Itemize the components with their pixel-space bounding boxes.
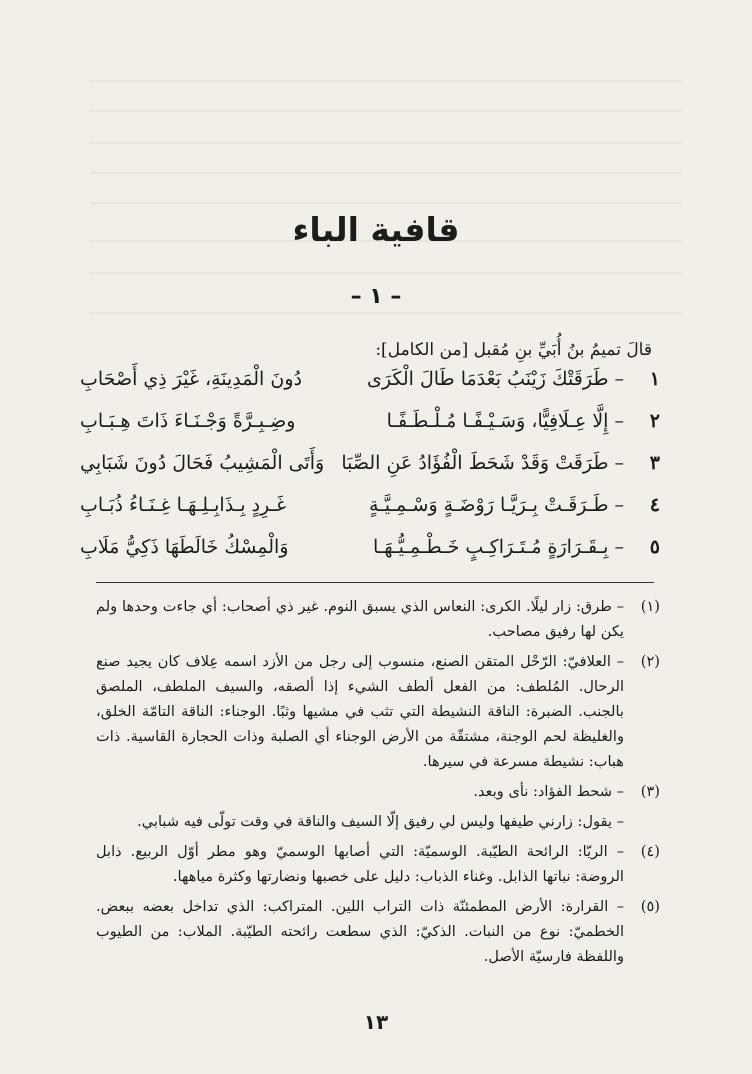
verse-second-hemistich: وَأَتَى الْمَشِيبُ فَحَالَ دُونَ شَبَابِي [80, 452, 325, 474]
footnote-number [624, 809, 660, 834]
verse-number: ٣ [649, 452, 660, 474]
verse-line [80, 368, 660, 410]
page-number: ١٣ [363, 1010, 389, 1034]
show-through-line [90, 172, 682, 174]
section-title: قافية الباء [292, 210, 460, 249]
footnote [96, 649, 660, 774]
footnote-number: (٥) [640, 898, 660, 915]
show-through-line [90, 110, 682, 112]
poem-intro: قالَ تميمُ بنُ أُبَيِّ بنِ مُقبل [من الكامل]: [375, 340, 652, 360]
footnote-number: (٤) [640, 843, 660, 860]
verse-number: ٥ [649, 536, 660, 558]
verse-first-hemistich: – بِـقَـرَارَةٍ مُـتَـرَاكِـبٍ خَـطْـمِـيُّـهَـا [372, 536, 624, 558]
poem-number: – ١ – [350, 284, 402, 309]
footnote-text: – الريّا: الرائحة الطيّبة. الوسميّة: التي أصابها الوسميّ وهو مطر أوّل الربيع. ذابل الروضة: نباتها الذابل. وغناء الذباب: دليل على خصبها ونضارتها وكثرة مياهها. [96, 843, 624, 885]
footnote-number: (٢) [640, 653, 660, 670]
verse-second-hemistich: وضِـبِـرَّةً وَجْـنَـاءَ ذَاتَ هِـبَـابِ [80, 410, 296, 432]
footnote [96, 894, 660, 969]
verse-number: ٢ [649, 410, 660, 432]
verse-second-hemistich: وَالْمِسْكُ خَالَطَهَا ذَكِيُّ مَلَابِ [80, 536, 289, 558]
footnote-text: – يقول: زارني طيفها وليس لي رفيق إلّا السيف والناقة في وقت تولّى فيه شبابي. [137, 813, 624, 830]
footnotes [96, 594, 660, 974]
verse-first-hemistich: – إِلَّا عِـلَافِيًّا، وَسَـيْـفًـا مُـلْـطَـفًـا [386, 410, 624, 432]
poem-verses [80, 368, 660, 578]
footnote-text: – طرق: زار ليلًا. الكرى: النعاس الذي يسبق النوم. غير ذي أصحاب: أي جاءت وحدها ولم يكن لها رفيق مصاحب. [96, 598, 624, 640]
footnote [96, 779, 660, 804]
footnote-text: – القرارة: الأرض المطمئنّة ذات التراب اللين. المتراكب: الذي تداخل بعضه ببعض. الخطميّ: نوع من النبات. الذكيّ: الذي سطعت رائحته الطيّبة. الملاب: من الطيوب واللفظة فارسيّة الأصل. [96, 898, 624, 965]
verse-line [80, 410, 660, 452]
footnote-text: – العلافيّ: الرّحْل المتقن الصنع، منسوب إلى رجل من الأزد اسمه عِلاف كان يجيد صنع الرحال. المُلطف: من الفعل ألطف الشيء إذا ألصقه، والسيف الملطف، الملصق بالجنب. الضبرة: الناقة النشيطة التي تثب في مشيها وثبًا. الوجناء: الناقة التامّة الخلق، والغليظة لحم الوجنة، مشتقّة من الأرض الوجناء أي الصلبة وذات الحجارة القاسية. ذات هباب: نشيطة مسرعة في سيرها. [96, 653, 624, 770]
footnote [96, 809, 660, 834]
verse-number: ٤ [649, 494, 660, 516]
show-through-line [90, 312, 682, 314]
verse-first-hemistich: – طَـرَقَـتْ بِـرَيَّـا رَوْضَـةٍ وَسْـمِـيَّـةٍ [368, 494, 624, 516]
verse-second-hemistich: غَـرِدٍ بِـذَابِـلِـهَـا غِـنَـاءُ ذُبَـابِ [80, 494, 287, 516]
footnote [96, 839, 660, 889]
footnote-divider [96, 582, 654, 583]
verse-second-hemistich: دُونَ الْمَدِينَةِ، غَيْرَ ذِي أَصْحَابِ [80, 368, 302, 390]
verse-first-hemistich: – طَرَقَتْكَ زَيْنَبُ بَعْدَمَا طَالَ الْكَرَى [366, 368, 624, 390]
footnote-number: (١) [640, 598, 660, 615]
verse-line [80, 536, 660, 578]
footnote [96, 594, 660, 644]
footnote-number: (٣) [640, 783, 660, 800]
show-through-line [90, 80, 682, 82]
footnote-text: – شحط الفؤاد: نأى وبعد. [473, 783, 624, 800]
show-through-line [90, 272, 682, 274]
verse-number: ١ [649, 368, 660, 390]
verse-first-hemistich: – طَرَقَتْ وَقَدْ شَحَطَ الْفُؤَادُ عَنِ الصِّبَا [341, 452, 625, 474]
show-through-line [90, 202, 682, 204]
verse-line [80, 452, 660, 494]
show-through-line [90, 142, 682, 144]
verse-line [80, 494, 660, 536]
